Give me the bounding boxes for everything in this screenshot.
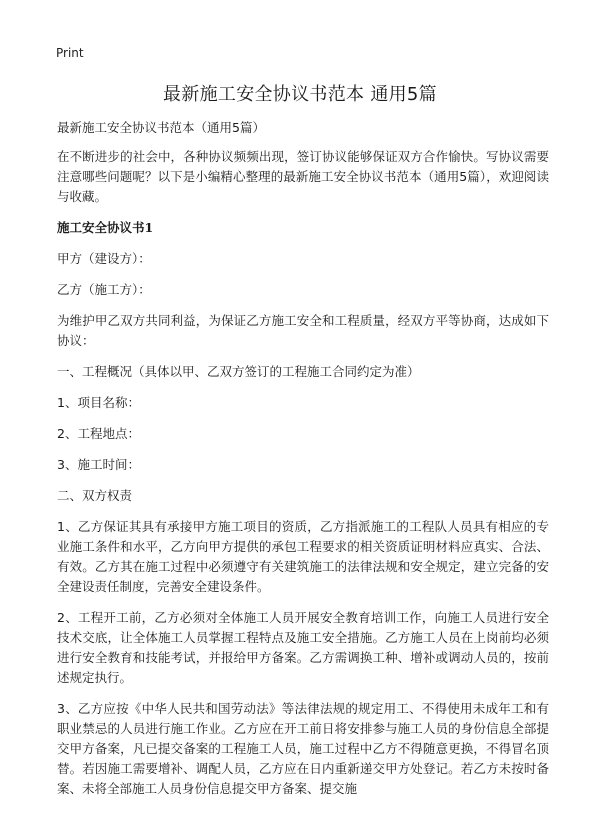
party-b-line: 乙方（施工方）：	[57, 282, 151, 297]
intro-paragraph: 在不断进步的社会中，各种协议频频出现，签订协议能够保证双方合作愉快。写协议需要注意哪些问题呢？以下是小编精心整理的最新施工安全协议书范本（通用5篇），欢迎阅读与收藏。	[57, 149, 549, 204]
clause-2: 2、工程开工前，乙方必须对全体施工人员开展安全教育培训工作，向施工人员进行安全技术交底，让全体施工人员掌握工程特点及施工安全措施。乙方施工人员在上岗前均必须进行安全教育和技能考试，并报给甲方备案。乙方需调换工种、增补或调动人员的，按前述规定执行。	[57, 610, 549, 685]
item-project-location: 2、工程地点：	[57, 426, 140, 441]
party-a-line: 甲方（建设方）：	[57, 251, 151, 266]
print-link[interactable]: Print	[56, 46, 84, 60]
item-project-name: 1、项目名称：	[57, 395, 140, 410]
document-title: 最新施工安全协议书范本 通用5篇	[163, 84, 437, 105]
document-subtitle: 最新施工安全协议书范本（通用5篇）	[57, 120, 265, 135]
item-project-time: 3、施工时间：	[57, 457, 140, 472]
preamble-paragraph: 为维护甲乙双方共同利益，为保证乙方施工安全和工程质量，经双方平等协商，达成如下协议：	[57, 313, 549, 348]
document-body	[57, 118, 549, 810]
clause-1: 1、乙方保证其具有承接甲方施工项目的资质，乙方指派施工的工程队人员具有相应的专业施工条件和水平，乙方向甲方提供的承包工程要求的相关资质证明材料应真实、合法、有效。乙方其在施工过程中必须遵守有关建筑施工的法律法规和安全规定，建立完备的安全建设责任制度，完善安全建设条件。	[57, 519, 549, 594]
clause-3: 3、乙方应按《中华人民共和国劳动法》等法律法规的规定用工、不得使用未成年工和有职业禁忌的人员进行施工作业。乙方应在开工前日将安排参与施工人员的身份信息全部提交甲方备案，凡已提交备案的工程施工人员，施工过程中乙方不得随意更换，不得冒名顶替。若因施工需要增补、调配人员，乙方应在日内重新递交甲方处登记。若乙方未按时备案、未将全部施工人员身份信息提交甲方备案、提交施	[57, 701, 549, 796]
overview-heading: 一、工程概况（具体以甲、乙双方签订的工程施工合同约定为准）	[57, 364, 420, 379]
section-heading: 施工安全协议书1	[57, 220, 154, 235]
rights-heading: 二、双方权责	[57, 488, 133, 503]
